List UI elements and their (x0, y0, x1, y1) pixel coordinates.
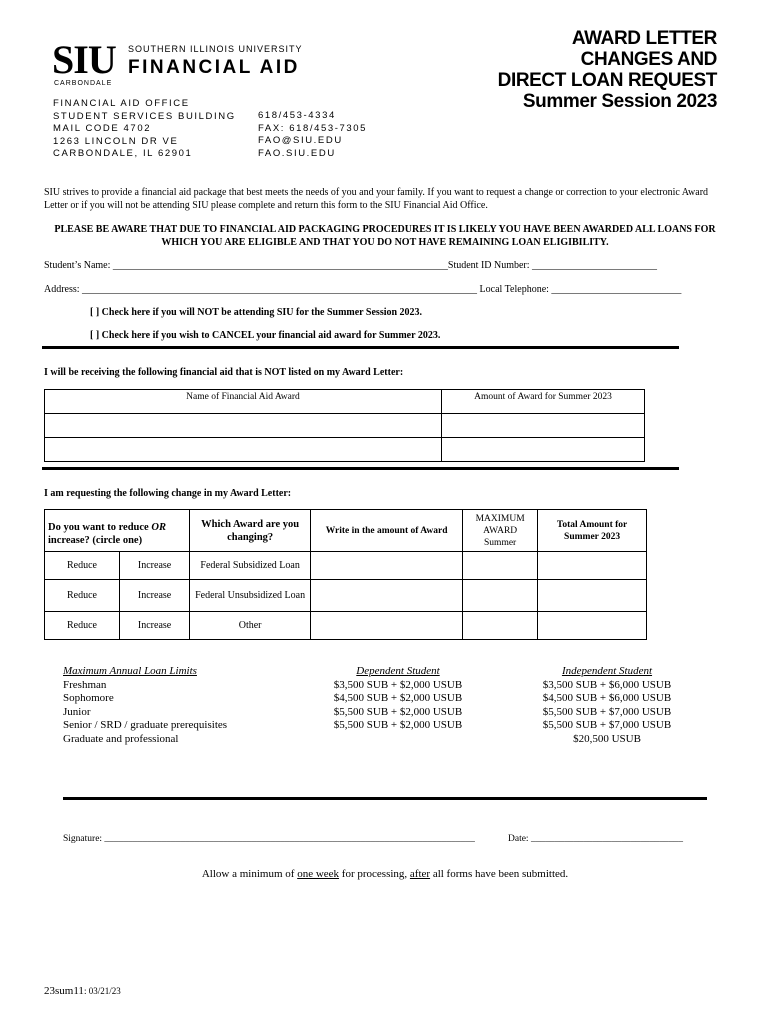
loan-limits-levels (63, 665, 227, 746)
level-freshman: Freshman (63, 678, 107, 691)
not-listed-table (44, 389, 645, 462)
title-line-3: DIRECT LOAN REQUEST (497, 70, 717, 91)
col-total-amount: Total Amount for Summer 2023 (538, 510, 647, 552)
student-name-id-field[interactable]: Student’s Name: ___________________________________________________________________Student ID Number: _________________________ (44, 260, 658, 271)
not-attending-checkbox[interactable]: [ ] Check here if you will NOT be attending SIU for the Summer Session 2023. (90, 307, 423, 318)
title-line-2: CHANGES AND (580, 49, 717, 70)
independent-heading: Independent Student (561, 665, 653, 677)
independent-limit: $5,500 SUB + $7,000 USUB (542, 719, 672, 731)
form-code: 23sum11: 03/21/23 (44, 985, 121, 997)
signature-field[interactable]: Signature: ______________________________________________________________________________ (63, 834, 475, 844)
office-address (53, 98, 236, 161)
limits-heading: Maximum Annual Loan Limits (63, 665, 197, 677)
level-graduate: Graduate and professional (63, 732, 179, 745)
dependent-limit: $5,500 SUB + $2,000 USUB (333, 705, 463, 718)
col-which-award: Which Award are you changing? (190, 510, 311, 552)
website: FAO.SIU.EDU (258, 147, 336, 159)
dependent-heading: Dependent Student (356, 665, 440, 677)
title-line-4: Summer Session 2023 (522, 91, 717, 112)
not-listed-label: I will be receiving the following financial aid that is NOT listed on my Award Letter: (44, 367, 404, 378)
date-field[interactable]: Date: ________________________________ (508, 834, 683, 844)
amount-input[interactable] (311, 612, 463, 640)
col-write-amount: Write in the amount of Award (311, 510, 463, 552)
total-amount-input[interactable] (538, 552, 647, 580)
logo-university-name: SOUTHERN ILLINOIS UNIVERSITY (128, 44, 303, 54)
dependent-limit: $3,500 SUB + $2,000 USUB (333, 678, 463, 691)
dependent-limit: $5,500 SUB + $2,000 USUB (333, 719, 463, 731)
increase-option[interactable]: Increase (120, 552, 190, 580)
change-request-table (44, 509, 647, 640)
form-title (417, 28, 717, 112)
office-line: FINANCIAL AID OFFICE (53, 98, 190, 109)
office-line: 1263 LINCOLN DR VE (53, 135, 179, 147)
loan-warning: PLEASE BE AWARE THAT DUE TO FINANCIAL AID PACKAGING PROCEDURES IT IS LIKELY YOU HAVE BEEN AWARDED ALL LOANS FOR WHICH YOU ARE ELIGIBLE AND THAT YOU DO NOT HAVE REMAINING LOAN ELIGIBILITY. (54, 224, 716, 248)
section-divider (42, 467, 679, 470)
independent-limit: $5,500 SUB + $7,000 USUB (542, 705, 672, 718)
increase-option[interactable]: Increase (120, 612, 190, 640)
award-amount-input[interactable] (442, 414, 645, 438)
total-amount-input[interactable] (538, 612, 647, 640)
award-type: Other (190, 612, 311, 640)
amount-input[interactable] (311, 580, 463, 612)
level-senior: Senior / SRD / graduate prerequisites (63, 719, 228, 731)
award-type: Federal Subsidized Loan (190, 552, 311, 580)
dependent-limits (323, 665, 473, 733)
logo-campus: CARBONDALE (54, 80, 113, 87)
independent-limits (532, 665, 682, 746)
maximum-award-cell (463, 612, 538, 640)
office-line: MAIL CODE 4702 (53, 123, 152, 134)
reduce-option[interactable]: Reduce (45, 552, 120, 580)
col-award-amount: Amount of Award for Summer 2023 (442, 390, 645, 414)
col-reduce-increase: Do you want to reduce OR increase? (circle one) (45, 510, 190, 552)
maximum-award-cell (463, 552, 538, 580)
office-contact (258, 110, 367, 160)
office-line: STUDENT SERVICES BUILDING (53, 110, 236, 122)
email: FAO@SIU.EDU (258, 135, 343, 146)
reduce-option[interactable]: Reduce (45, 580, 120, 612)
cancel-award-checkbox[interactable]: [ ] Check here if you wish to CANCEL your financial aid award for Summer 2023. (90, 330, 441, 341)
signature-divider (63, 797, 707, 800)
logo-financial-aid: FINANCIAL AID (128, 57, 300, 78)
total-amount-input[interactable] (538, 580, 647, 612)
col-maximum-award: MAXIMUM AWARD Summer (463, 510, 538, 552)
level-junior: Junior (63, 705, 91, 718)
independent-limit: $3,500 SUB + $6,000 USUB (542, 678, 672, 691)
office-line: CARBONDALE, IL 62901 (53, 148, 193, 159)
dependent-limit: $4,500 SUB + $2,000 USUB (333, 692, 463, 704)
award-type: Federal Unsubsidized Loan (190, 580, 311, 612)
change-request-label: I am requesting the following change in my Award Letter: (44, 488, 292, 499)
maximum-award-cell (463, 580, 538, 612)
increase-option[interactable]: Increase (120, 580, 190, 612)
amount-input[interactable] (311, 552, 463, 580)
col-award-name: Name of Financial Aid Award (45, 390, 442, 414)
title-line-1: AWARD LETTER (571, 28, 717, 49)
independent-limit: $4,500 SUB + $6,000 USUB (542, 692, 672, 704)
intro-paragraph: SIU strives to provide a financial aid package that best meets the needs of you and your family. If you want to request a change or correction to your electronic Award Letter or if you will not be attending SIU please complete and return this form to the SIU Financial Aid Office. (44, 187, 709, 211)
independent-limit: $20,500 USUB (573, 732, 641, 745)
siu-logo: SIU (52, 37, 116, 82)
phone: 618/453-4334 (258, 110, 336, 121)
processing-notice: Allow a minimum of one week for processing, after all forms have been submitted. (201, 868, 569, 880)
address-phone-field[interactable]: Address: _______________________________________________________________________________ Local Telephone: __________________________ (44, 284, 682, 295)
award-amount-input[interactable] (442, 438, 645, 462)
award-name-input[interactable] (45, 438, 442, 462)
fax: FAX: 618/453-7305 (258, 122, 368, 134)
reduce-option[interactable]: Reduce (45, 612, 120, 640)
award-name-input[interactable] (45, 414, 442, 438)
level-sophomore: Sophomore (63, 692, 114, 704)
section-divider (42, 346, 679, 349)
